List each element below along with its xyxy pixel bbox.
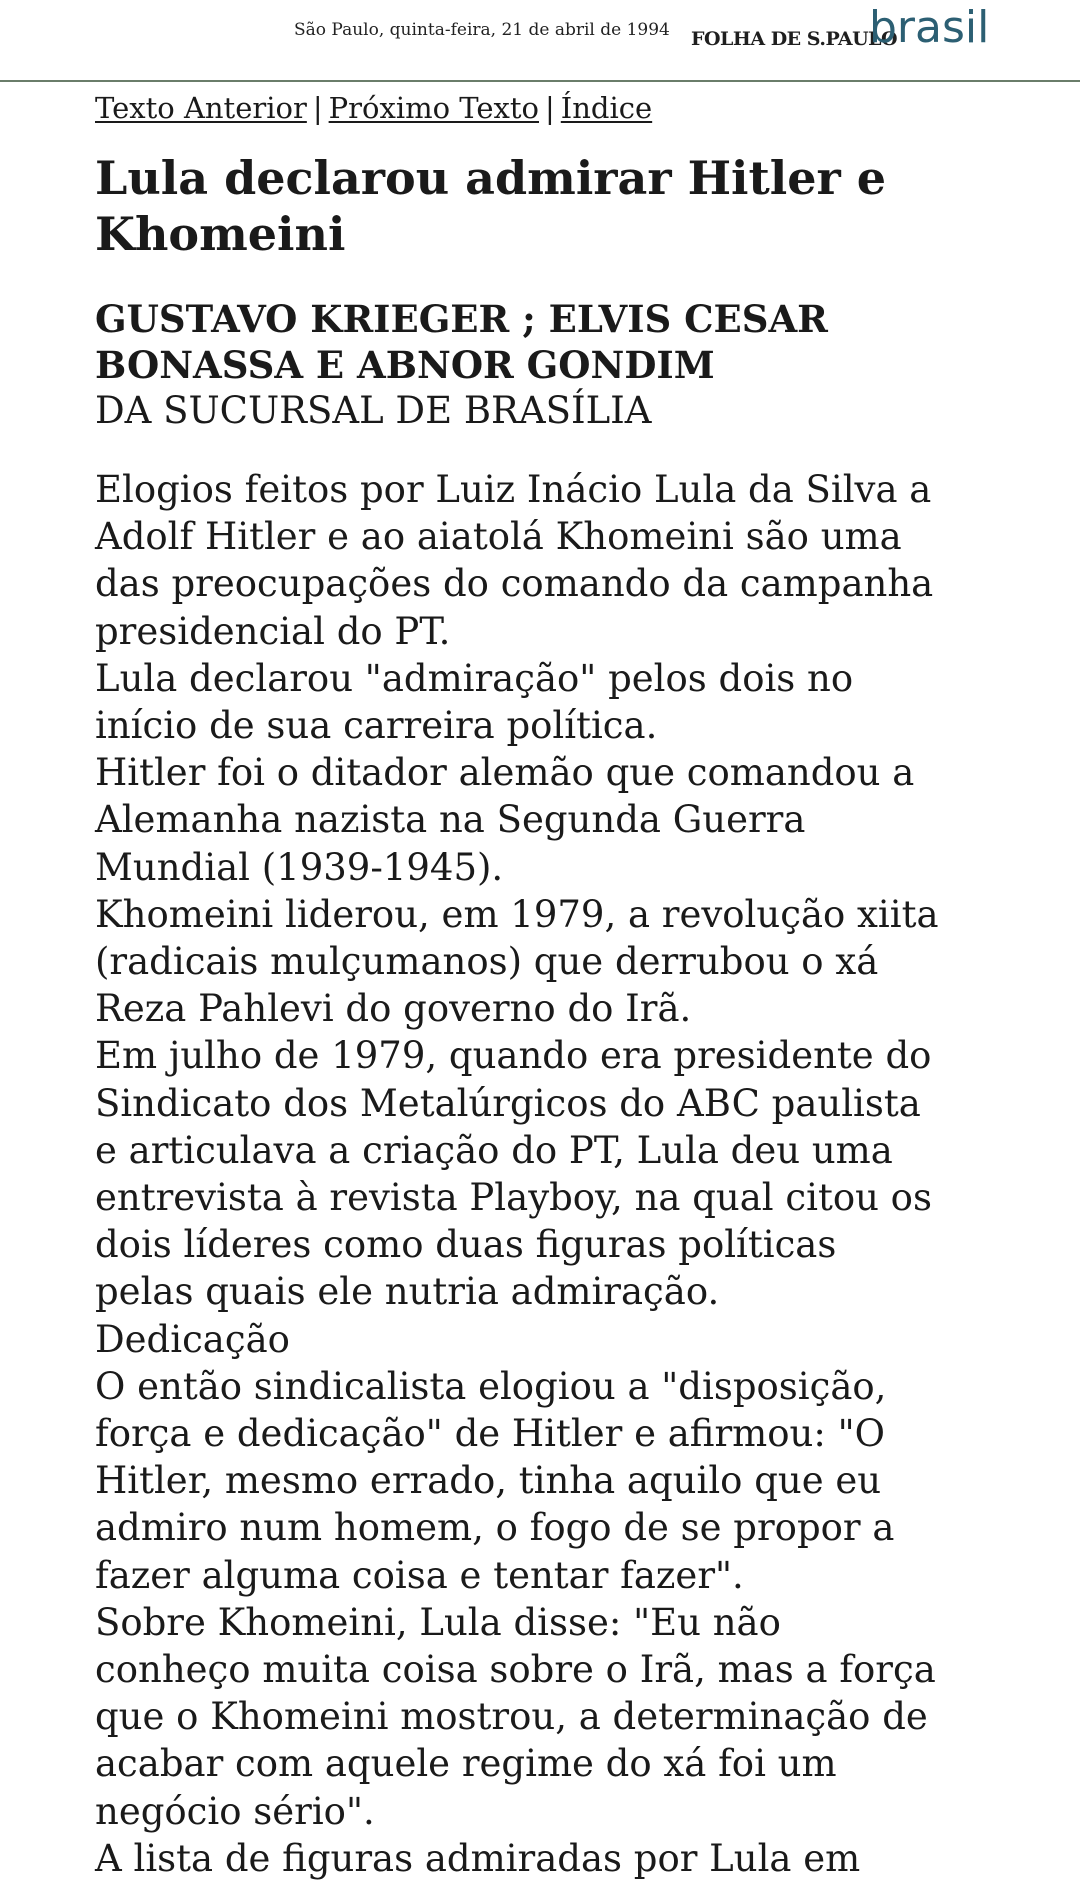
article-body [95, 466, 945, 1882]
article-container [95, 84, 945, 1882]
article-paragraph: A lista de figuras admiradas por Lula em [95, 1836, 861, 1880]
article-navigation [95, 84, 945, 132]
dateline: São Paulo, quinta-feira, 21 de abril de 1994 [294, 20, 670, 40]
nav-separator: | [312, 91, 323, 125]
next-text-link[interactable]: Próximo Texto [328, 91, 539, 125]
section-name[interactable]: brasil [869, 2, 990, 53]
masthead [0, 0, 1080, 82]
article-paragraph: Hitler foi o ditador alemão que comandou a Alemanha nazista na Segunda Guerra Mundial (1939-1945). [95, 751, 915, 889]
index-link[interactable]: Índice [560, 91, 653, 125]
article-byline: GUSTAVO KRIEGER ; ELVIS CESAR BONASSA E ABNOR GONDIM [95, 297, 828, 387]
article-paragraph: O então sindicalista elogiou a "disposição, força e dedicação" de Hitler e afirmou: "O Hitler, mesmo errado, tinha aquilo que eu admiro num homem, o fogo de se propor a fazer alguma coisa e tentar fazer". [95, 1364, 895, 1597]
article-headline: Lula declarou admirar Hitler e Khomeini [95, 151, 887, 261]
article-paragraph: Elogios feitos por Luiz Inácio Lula da Silva a Adolf Hitler e ao aiatolá Khomeini são uma das preocupações do comando da campanha presidencial do PT. [95, 468, 934, 653]
nav-separator: | [545, 91, 555, 125]
article-paragraph: Em julho de 1979, quando era presidente do Sindicato dos Metalúrgicos do ABC paulista e articulava a criação do PT, Lula deu uma entrevista à revista Playboy, na qual citou os dois líderes como duas figuras políticas pelas quais ele nutria admiração. [95, 1034, 932, 1314]
article-paragraph: Lula declarou "admiração" pelos dois no início de sua carreira política. [95, 656, 854, 748]
previous-text-link[interactable]: Texto Anterior [95, 91, 307, 125]
article-bureau: DA SUCURSAL DE BRASÍLIA [95, 389, 652, 432]
article-subheading: Dedicação [95, 1317, 290, 1361]
article-paragraph: Sobre Khomeini, Lula disse: "Eu não conheço muita coisa sobre o Irã, mas a força que o Khomeini mostrou, a determinação de acabar com aquele regime do xá foi um negócio sério". [95, 1600, 936, 1833]
newspaper-logo[interactable]: FOLHA DE S.PAULO [691, 28, 898, 50]
article-paragraph: Khomeini liderou, em 1979, a revolução xiita (radicais mulçumanos) que derrubou o xá Reza Pahlevi do governo do Irã. [95, 892, 939, 1031]
